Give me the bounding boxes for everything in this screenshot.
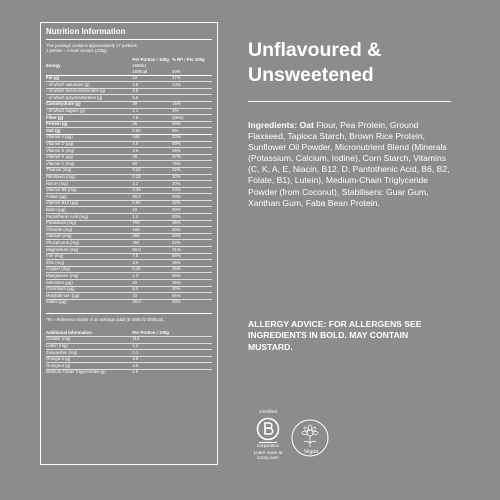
allergy-advice: ALLERGY ADVICE: FOR ALLERGENS SEE INGREDIENTS IN BOLD. MAY CONTAIN MUSTARD. xyxy=(248,319,422,352)
nutrient-ri: 40% xyxy=(172,194,212,201)
product-title-line2: Unsweetened xyxy=(248,64,374,86)
ingredients-allergen-oat: Oat xyxy=(299,120,314,130)
nutrition-title: Nutrition Information xyxy=(46,27,126,36)
additional-value: 3.6 xyxy=(132,356,212,363)
table-row xyxy=(46,115,212,122)
nutrient-label: Carbohydrate (g) xyxy=(46,101,132,108)
nutrient-ri: 52% xyxy=(172,240,212,247)
bcorp-certified-label: Certified xyxy=(259,410,277,415)
table-row xyxy=(46,187,212,194)
table-row xyxy=(46,181,212,188)
table-row xyxy=(46,363,212,370)
nutrient-value: 0.80 xyxy=(132,200,172,207)
table-row xyxy=(46,82,212,89)
nutrient-value: 260 xyxy=(132,233,172,240)
table-row xyxy=(46,369,212,375)
nutrient-ri: 20% xyxy=(172,174,212,181)
bcorp-badge xyxy=(248,410,288,461)
nutrient-ri: 20% xyxy=(172,227,212,234)
nutrient-ri: 36% xyxy=(172,260,212,267)
bcorp-learn-label: Learn more at xyxy=(253,450,283,455)
additional-value: 0.1 xyxy=(132,350,212,357)
product-title xyxy=(248,38,478,88)
table-row xyxy=(46,260,212,267)
ingredients-text xyxy=(248,120,453,209)
table-row xyxy=(46,280,212,287)
table-row xyxy=(46,214,212,221)
nutrient-label: Salt (g) xyxy=(46,128,132,135)
table-row xyxy=(46,128,212,135)
table-row xyxy=(46,101,212,108)
nutrient-ri: 8% xyxy=(172,128,212,135)
nutrient-value: 20 xyxy=(132,280,172,287)
nutrient-label: Biotin (µg) xyxy=(46,207,132,214)
table-row xyxy=(46,148,212,155)
table-row xyxy=(46,240,212,247)
nutrient-label: Chromium (µg) xyxy=(46,286,132,293)
nutrient-value: 160 xyxy=(132,227,172,234)
nutrient-ri: 26% xyxy=(172,148,212,155)
nutrient-label: Phosphorus (mg) xyxy=(46,240,132,247)
product-title-line1: Unflavoured & xyxy=(248,39,382,61)
nutrient-ri: 22% xyxy=(172,167,212,174)
nutrient-label: Fibre (g) xyxy=(46,115,132,122)
nutrient-ri: 20% xyxy=(172,299,212,305)
table-row xyxy=(46,233,212,240)
portion-info xyxy=(46,43,212,54)
table-row xyxy=(46,343,212,350)
nutrient-label: Selenium (µg) xyxy=(46,280,132,287)
nutrient-value: 0.34 xyxy=(132,187,172,194)
nutrient-ri: 80% xyxy=(172,141,212,148)
nutrient-label: Chloride (mg) xyxy=(46,227,132,234)
vegan-sunflower-icon xyxy=(290,418,330,458)
vegan-label: Vegan xyxy=(303,449,319,455)
nutrient-ri: 21% xyxy=(172,247,212,254)
nutrient-ri: 20% xyxy=(172,181,212,188)
nutrient-value: 10 xyxy=(132,207,172,214)
nutrient-label: Energy xyxy=(46,63,61,68)
additional-label: Lutein (mg) xyxy=(46,343,132,350)
bcorp-logo-icon xyxy=(256,417,280,441)
nutrient-label: Vitamin E (mg) xyxy=(46,148,132,155)
nutrient-label: Iodine (µg) xyxy=(46,299,132,305)
table-row xyxy=(46,299,212,305)
nutrient-ri: 20% xyxy=(172,214,212,221)
nutrient-label: Vitamin B12 (µg) xyxy=(46,200,132,207)
additional-value: 1.0 xyxy=(132,369,212,375)
nutrient-value: 7.8 xyxy=(132,115,172,122)
nutrient-ri: 33% xyxy=(172,233,212,240)
nutrient-ri: 24% xyxy=(172,187,212,194)
nutrient-value: 2.5 xyxy=(132,82,172,89)
nutrient-value: 33 xyxy=(132,293,172,300)
nutrient-label: Calcium (mg) xyxy=(46,233,132,240)
table-row xyxy=(46,273,212,280)
table-row xyxy=(46,293,212,300)
additional-label: Medium-Chain Triglycerides (g) xyxy=(46,369,132,375)
nutrient-ri: 20% xyxy=(172,286,212,293)
nutrient-ri: 32% xyxy=(172,200,212,207)
nutrient-label: Zinc (mg) xyxy=(46,260,132,267)
nutrient-value: 7.8 xyxy=(132,253,172,260)
nutrient-label: - of which polyunsaturates (g) xyxy=(46,95,132,102)
nutrition-panel xyxy=(40,22,218,465)
additional-per100-header: Per Portion / 100g xyxy=(132,330,169,335)
title-divider xyxy=(248,101,451,102)
nutrient-ri xyxy=(172,88,212,95)
table-row xyxy=(46,141,212,148)
table-row xyxy=(46,134,212,141)
vegan-badge xyxy=(290,418,330,463)
nutrient-label: Vitamin K (µg) xyxy=(46,154,132,161)
nutrient-label: Pantothenic Acid (mg) xyxy=(46,214,132,221)
nutrient-value: 25 xyxy=(132,121,172,128)
nutrient-label: Vitamin C (mg) xyxy=(46,161,132,168)
nutrient-ri: (26%) xyxy=(172,115,212,122)
nutrient-value: 0.24 xyxy=(132,167,172,174)
nutrient-ri: 50% xyxy=(172,121,212,128)
table-row xyxy=(46,220,212,227)
nutrient-ri: 36% xyxy=(172,280,212,287)
table-row xyxy=(46,356,212,363)
table-row xyxy=(46,253,212,260)
ingredients-label: Ingredients: xyxy=(248,120,298,130)
nutrient-value: 30.0 xyxy=(132,299,172,305)
nutrient-value: 80.0 xyxy=(132,194,172,201)
table-row xyxy=(46,227,212,234)
table-row xyxy=(46,266,212,273)
bcorp-url: bcorp.com xyxy=(257,455,279,461)
additional-label: Choline (mg) xyxy=(46,336,132,343)
nutrient-ri: 26% xyxy=(172,266,212,273)
per100-header: Per Portion / 100g xyxy=(132,57,169,63)
nutrient-label: Molybdenum (µg) xyxy=(46,293,132,300)
table-row xyxy=(46,350,212,357)
nutrient-value: 80.0 xyxy=(132,247,172,254)
nutrient-value: 1.2 xyxy=(132,214,172,221)
portion-size: 1 portion = 2 level scoops (100g) xyxy=(46,48,107,54)
nutrient-value: 364 xyxy=(132,240,172,247)
nutrient-label: Potassium (mg) xyxy=(46,220,132,227)
nutrient-ri: 66% xyxy=(172,293,212,300)
table-row xyxy=(46,161,212,168)
nutrient-value: 0.28 xyxy=(132,174,172,181)
bcorp-learn-more xyxy=(248,450,288,461)
additional-value: 1.2 xyxy=(132,343,212,350)
nutrient-value: 2.8 xyxy=(132,88,172,95)
table-row xyxy=(46,200,212,207)
additional-value: 114 xyxy=(132,336,212,343)
nutrient-label: Vitamin B6 (mg) xyxy=(46,187,132,194)
nutrient-value: 8.0 xyxy=(132,286,172,293)
nutrient-ri: 13% xyxy=(172,82,212,89)
nutrient-label: Niacin (mg) xyxy=(46,181,132,188)
nutrient-value: 60 xyxy=(132,161,172,168)
table-row xyxy=(46,95,212,102)
nutrient-value: 4.0 xyxy=(132,141,172,148)
table-row xyxy=(46,154,212,161)
nutrient-ri: 20% xyxy=(172,69,181,74)
table-row xyxy=(46,336,212,343)
table-row xyxy=(46,88,212,95)
nutrient-label: Protein (g) xyxy=(46,121,132,128)
nutrient-value: 3.6 xyxy=(132,260,172,267)
nutrient-ri: 23% xyxy=(172,134,212,141)
divider xyxy=(46,39,212,40)
nutrient-value: 1.3 xyxy=(132,273,172,280)
nutrition-table xyxy=(46,58,212,306)
table-row xyxy=(46,75,212,82)
nutrient-label: Vitamin D (µg) xyxy=(46,141,132,148)
nutrient-value: 180 xyxy=(132,134,172,141)
ri-note: *RI = Reference intake of an average adult (8 400kJ/2 000kcal). xyxy=(46,313,212,322)
nutrient-label: Manganese (mg) xyxy=(46,273,132,280)
ri-header: % RI* / Per 100g xyxy=(172,57,205,63)
nutrient-ri: 56% xyxy=(172,253,212,260)
nutrient-label: Folate (µg) xyxy=(46,194,132,201)
portion-count: This package contains approximately 17 portions. xyxy=(46,43,138,48)
nutrient-ri: 37% xyxy=(172,154,212,161)
nutrient-label: - of which monounsaturates (g) xyxy=(46,88,132,95)
nutrient-label: Iron (mg) xyxy=(46,253,132,260)
nutrient-label: Thiamin (mg) xyxy=(46,167,132,174)
table-row xyxy=(46,121,212,128)
nutrient-value: 6.5 xyxy=(132,95,172,102)
table-row xyxy=(46,247,212,254)
table-row xyxy=(46,108,212,115)
nutrient-ri: 20% xyxy=(172,207,212,214)
nutrient-ri: 35% xyxy=(172,220,212,227)
nutrient-ri: 75% xyxy=(172,161,212,168)
ingredients-list: Flour, Pea Protein, Ground Flaxseed, Tapioca Starch, Brown Rice Protein, Sunflower Oil Powder, Micronutrient Blend (Minerals (Potassium, Calcium, Iodine), Corn Starch, Vitamins (C, K, A, E, Niacin, B12, D, Pantothenic Acid, B6, B2, Folate, B1), Lutein), Medium-Chain Triglyceride Powder (from Coconut), Stabilisers: Guar Gum, Xanthan Gum, Faba Bean Protein. xyxy=(248,120,450,208)
nutrient-ri: 1% xyxy=(172,108,212,115)
additional-value: 3.0 xyxy=(132,363,212,370)
nutrient-label: Copper (mg) xyxy=(46,266,132,273)
additional-label: Zeaxanthin (mg) xyxy=(46,350,132,357)
table-row xyxy=(46,207,212,214)
nutrient-value: 1.1 xyxy=(132,108,172,115)
table-row xyxy=(46,286,212,293)
nutrient-value: 400kcal xyxy=(132,69,148,74)
table-row xyxy=(46,174,212,181)
nutrient-value: 28 xyxy=(132,154,172,161)
nutrient-label: Fat (g) xyxy=(46,75,132,82)
nutrient-ri: 65% xyxy=(172,273,212,280)
nutrient-value: 3.6 xyxy=(132,148,172,155)
nutrient-ri: 15% xyxy=(172,101,212,108)
nutrient-label: - of which sugars (g) xyxy=(46,108,132,115)
nutrient-value: 3.2 xyxy=(132,181,172,188)
nutrient-value: 700 xyxy=(132,220,172,227)
table-row xyxy=(46,167,212,174)
nutrient-ri: 17% xyxy=(172,75,212,82)
nutrient-value: 0.50 xyxy=(132,128,172,135)
nutrient-label: Vitamin A (µg) xyxy=(46,134,132,141)
table-row xyxy=(46,194,212,201)
nutrient-ri xyxy=(172,95,212,102)
nutrient-value: 39 xyxy=(132,101,172,108)
nutrient-label: - of which saturates (g) xyxy=(46,82,132,89)
additional-table xyxy=(46,330,212,375)
nutrient-value: 0.26 xyxy=(132,266,172,273)
bcorp-corporation-label: Corporation xyxy=(257,443,279,448)
nutrient-value: 12 xyxy=(132,75,172,82)
nutrient-label: Magnesium (mg) xyxy=(46,247,132,254)
additional-label: Omega-6 (g) xyxy=(46,363,132,370)
additional-title: Additional Information xyxy=(46,330,92,335)
nutrient-value: 1680kJ xyxy=(132,63,147,68)
nutrient-label: Riboflavin (mg) xyxy=(46,174,132,181)
additional-label: Omega-3 (g) xyxy=(46,356,132,363)
